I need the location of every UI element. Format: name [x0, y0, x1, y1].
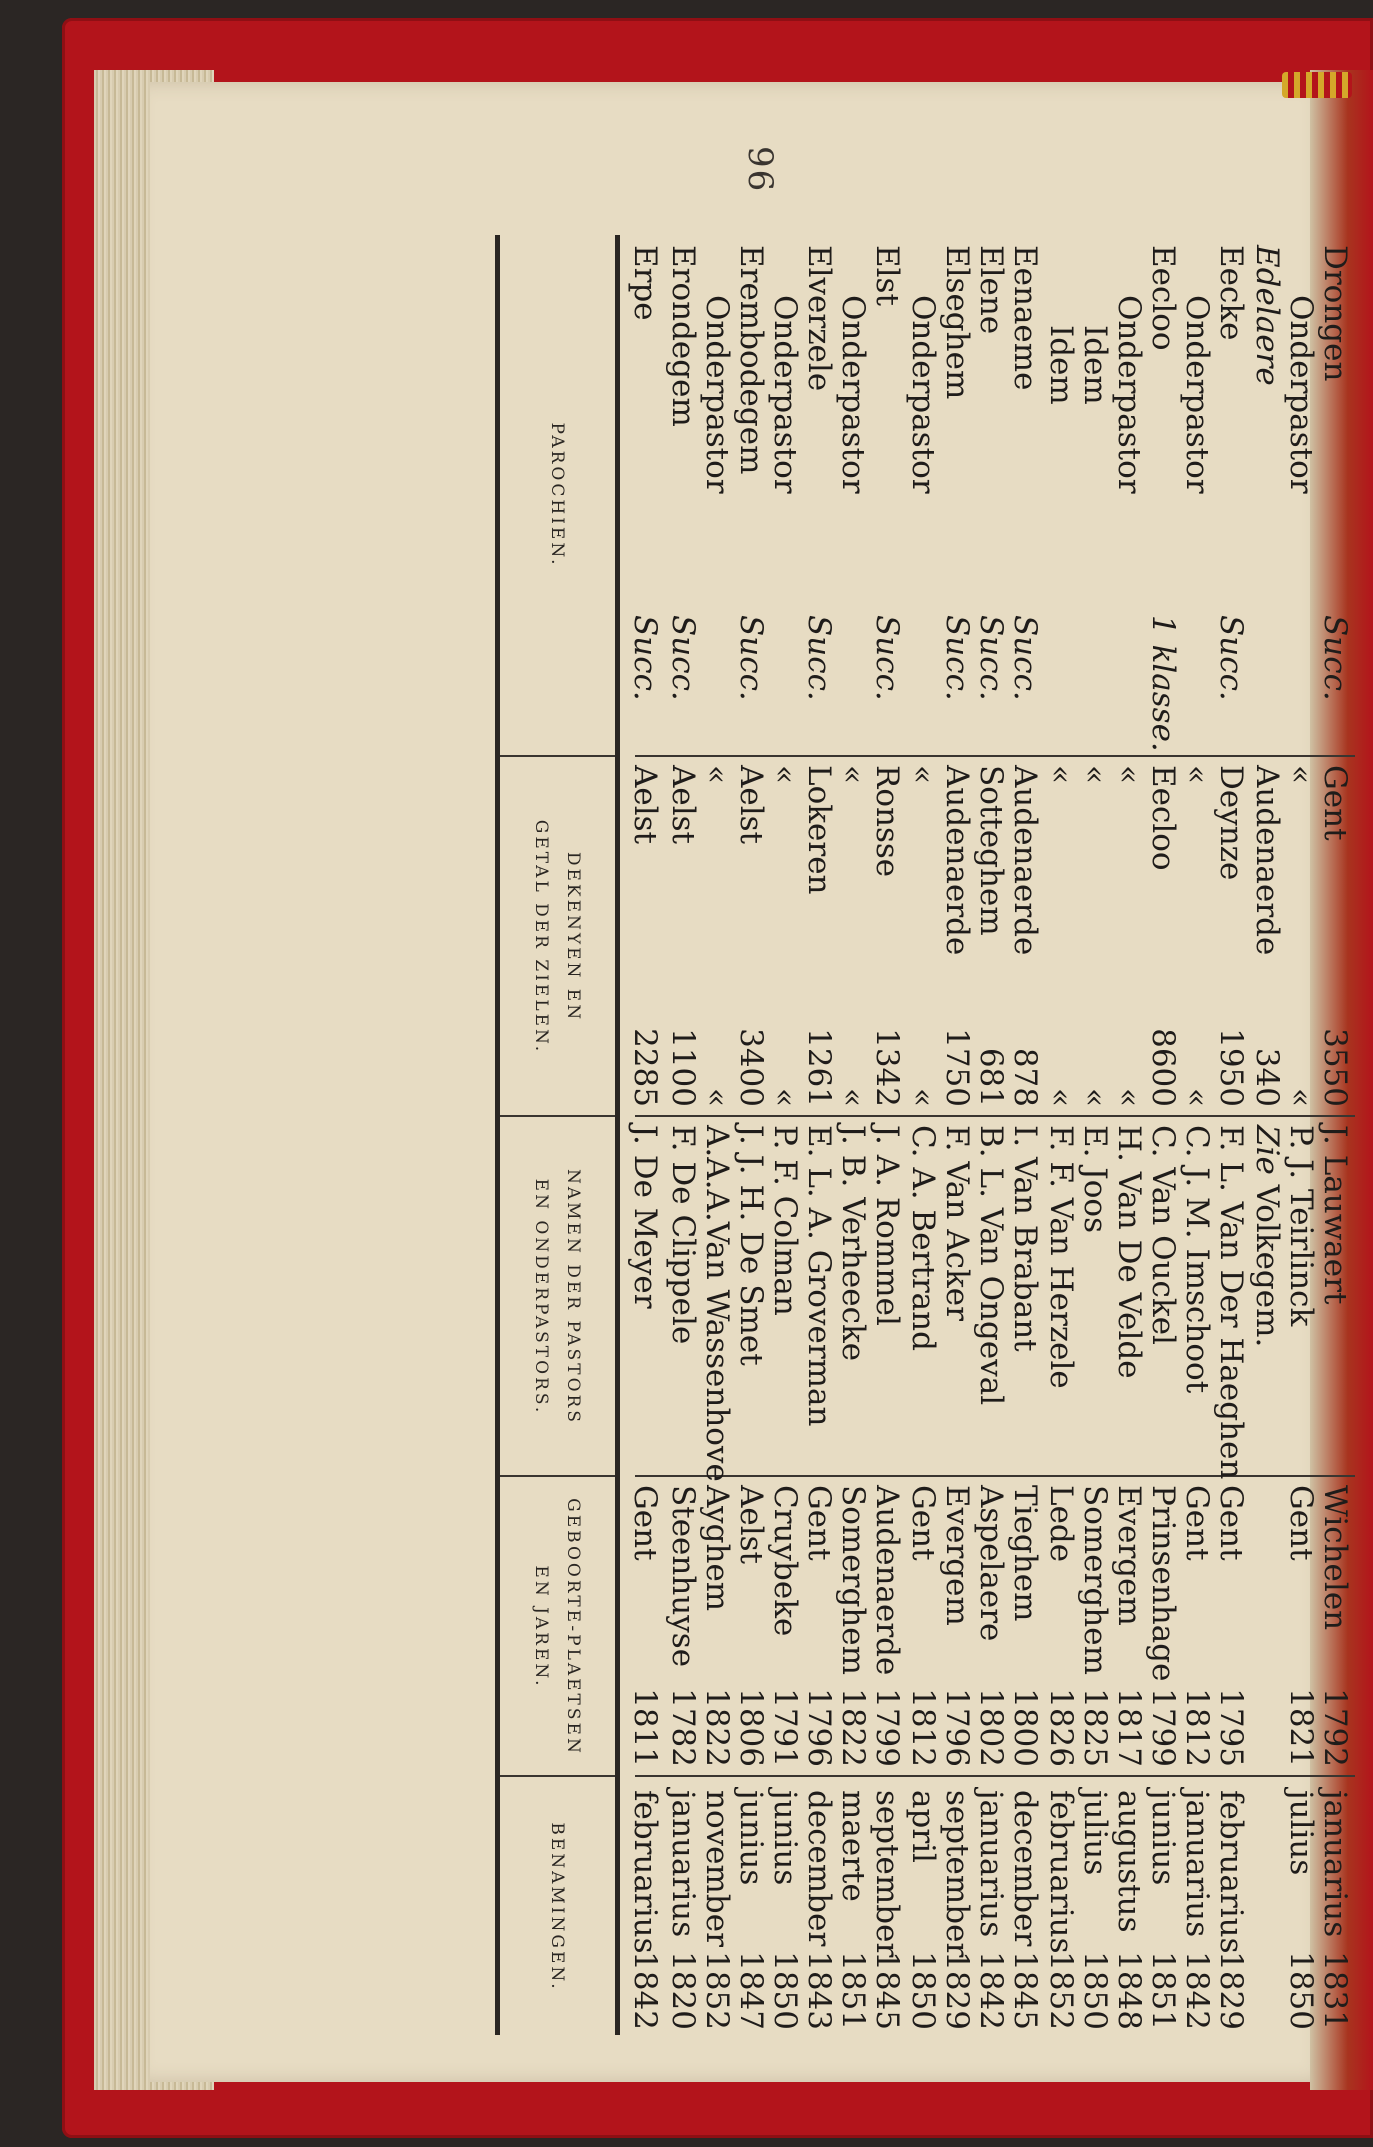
table-row	[1005, 235, 1045, 2035]
cell-month: februarius	[1043, 1790, 1079, 1954]
cell-parish: Elst	[869, 245, 905, 306]
cell-pyear: 1792	[1317, 1688, 1353, 1767]
cell-souls: 1950	[1213, 1028, 1249, 1107]
cell-deanery: Deynze	[1213, 765, 1249, 881]
cell-name: C. A. Bertrand	[905, 1125, 941, 1351]
table-row	[1211, 235, 1251, 2035]
cell-parish: Onderpastor	[835, 295, 871, 494]
cell-parish: Idem	[1043, 325, 1079, 405]
cell-month: september	[869, 1790, 905, 1958]
table-row	[937, 235, 977, 2035]
header-parochien-text: PAROCHIEN.	[547, 422, 568, 568]
cell-place: Ayghem	[699, 1485, 735, 1612]
cell-parish: Eecloo	[1145, 245, 1181, 351]
cell-byear: 1850	[905, 1951, 941, 2030]
cell-deanery: Ronsse	[869, 765, 905, 878]
cell-name: J. B. Verheecke	[835, 1125, 871, 1362]
table-row	[1109, 235, 1149, 2035]
table-row	[765, 235, 805, 2035]
cell-byear: 1845	[1007, 1951, 1043, 2030]
cell-byear: 1842	[973, 1951, 1009, 2030]
cell-souls: 1261	[801, 1028, 837, 1107]
cell-note: Succ.	[801, 615, 837, 701]
table-header	[495, 235, 620, 2035]
header-namen-line1: NAMEN DER PASTORS	[563, 1168, 584, 1425]
cell-name: F. De Clippele	[665, 1125, 701, 1345]
cell-deanery: Aelst	[627, 765, 663, 845]
cell-note: Succ.	[1317, 615, 1353, 701]
cell-pyear: 1821	[1283, 1688, 1319, 1767]
table-row	[697, 235, 737, 2035]
cell-byear: 1850	[1283, 1951, 1319, 2030]
cell-place: Aelst	[733, 1485, 769, 1565]
cell-name: H. Van De Velde	[1111, 1125, 1147, 1379]
cell-souls: 3400	[733, 1028, 769, 1107]
cell-month: julius	[1077, 1790, 1113, 1876]
table-row	[1247, 235, 1287, 2035]
header-benamingen-text: BENAMINGEN.	[547, 1822, 568, 1992]
cell-pyear: 1796	[939, 1688, 975, 1767]
table-row	[1281, 235, 1321, 2035]
cell-souls: 1342	[869, 1028, 905, 1107]
cell-deanery: Eecloo	[1145, 765, 1181, 871]
cell-month: januarius	[665, 1790, 701, 1938]
cell-byear: 1847	[733, 1951, 769, 2030]
cell-deanery: «	[767, 765, 803, 784]
cell-deanery: «	[1077, 765, 1113, 784]
cell-month: maerte	[835, 1790, 871, 1902]
cell-month: junius	[767, 1790, 803, 1886]
cell-parish: Eecke	[1213, 245, 1249, 341]
cell-month: december	[1007, 1790, 1043, 1947]
cell-parish: Onderpastor	[699, 295, 735, 494]
table-row	[1075, 235, 1115, 2035]
cell-pyear: 1800	[1007, 1688, 1043, 1767]
cell-name: B. L. Van Ongeval	[973, 1125, 1009, 1406]
table-row	[867, 235, 907, 2035]
cell-month: januarius	[1179, 1790, 1215, 1938]
cell-place: Gent	[905, 1485, 941, 1561]
cell-note: Succ.	[733, 615, 769, 701]
cell-pyear: 1802	[973, 1688, 1009, 1767]
cell-deanery: Audenaerde	[1007, 765, 1043, 956]
page-number: 96	[740, 146, 780, 194]
cell-place: Gent	[1283, 1485, 1319, 1561]
cell-place: Cruybeke	[767, 1485, 803, 1637]
cell-souls: 340	[1249, 1047, 1285, 1107]
cell-month: november	[699, 1790, 735, 1947]
cell-month: september	[939, 1790, 975, 1958]
cell-place: Wichelen	[1317, 1485, 1353, 1631]
cell-name: E. L. A. Groverman	[801, 1125, 837, 1427]
cell-parish: Drongen	[1317, 245, 1353, 382]
cell-place: Evergem	[1111, 1485, 1147, 1626]
cell-pyear: 1812	[1179, 1688, 1215, 1767]
cell-parish: Onderpastor	[1283, 295, 1319, 494]
cell-deanery: Aelst	[733, 765, 769, 845]
cell-pyear: 1822	[699, 1688, 735, 1767]
header-namen	[500, 1115, 615, 1477]
header-geboorte	[500, 1475, 615, 1777]
cell-byear: 1831	[1317, 1951, 1353, 2030]
cell-place: Audenaerde	[869, 1485, 905, 1676]
cell-pyear: 1791	[767, 1688, 803, 1767]
cell-name: J. J. H. De Smet	[733, 1125, 769, 1366]
cell-pyear: 1806	[733, 1688, 769, 1767]
cell-byear: 1829	[939, 1951, 975, 2030]
cell-byear: 1850	[1077, 1951, 1113, 2030]
cell-parish: Idem	[1077, 325, 1113, 405]
table-row	[1315, 235, 1355, 2035]
cell-parish: Elene	[973, 245, 1009, 335]
cell-souls: 8600	[1145, 1028, 1181, 1107]
cell-note: Succ.	[627, 615, 663, 701]
table-row	[799, 235, 839, 2035]
table-row	[833, 235, 873, 2035]
cell-deanery: «	[905, 765, 941, 784]
cell-byear: 1843	[801, 1951, 837, 2030]
cell-parish: Elseghem	[939, 245, 975, 400]
cell-parish: Onderpastor	[767, 295, 803, 494]
header-namen-line2: EN ONDERPASTORS.	[531, 1178, 552, 1416]
cell-pyear: 1811	[627, 1688, 663, 1767]
cell-place: Gent	[801, 1485, 837, 1561]
cell-name: F. Van Acker	[939, 1125, 975, 1321]
cell-pyear: 1799	[869, 1688, 905, 1767]
cell-place: Gent	[1213, 1485, 1249, 1561]
cell-souls: 1750	[939, 1028, 975, 1107]
cell-place: Tieghem	[1007, 1485, 1043, 1622]
cell-name: Zie Volkegem.	[1249, 1125, 1285, 1348]
cell-souls: «	[1111, 1088, 1147, 1107]
cell-place: Evergem	[939, 1485, 975, 1626]
cell-parish: Onderpastor	[1179, 295, 1215, 494]
cell-byear: 1852	[699, 1951, 735, 2030]
cell-note: Succ.	[665, 615, 701, 701]
cell-month: februarius	[627, 1790, 663, 1954]
table-row	[971, 235, 1011, 2035]
cell-month: augustus	[1111, 1790, 1147, 1933]
cell-parish: Erpe	[627, 245, 663, 321]
table-row	[731, 235, 771, 2035]
cell-souls: 878	[1007, 1047, 1043, 1107]
cell-pyear: 1822	[835, 1688, 871, 1767]
cell-pyear: 1826	[1043, 1688, 1079, 1767]
cell-byear: 1845	[869, 1951, 905, 2030]
cell-name: I. Van Brabant	[1007, 1125, 1043, 1352]
cell-byear: 1842	[627, 1951, 663, 2030]
table-row	[1177, 235, 1217, 2035]
cell-place: Gent	[1179, 1485, 1215, 1561]
cell-name: C. J. M. Imschoot	[1179, 1125, 1215, 1394]
cell-parish: Erondegem	[665, 245, 701, 427]
cell-byear: 1820	[665, 1951, 701, 2030]
cell-byear: 1829	[1213, 1951, 1249, 2030]
cell-souls: «	[767, 1088, 803, 1107]
cell-deanery: Gent	[1317, 765, 1353, 841]
table-row	[625, 235, 665, 2035]
cell-name: P. F. Colman	[767, 1125, 803, 1316]
ribbon-marker	[1282, 72, 1352, 98]
cell-month: februarius	[1213, 1790, 1249, 1954]
table-row	[1143, 235, 1183, 2035]
cell-byear: 1851	[835, 1951, 871, 2030]
header-benamingen	[500, 1775, 615, 2037]
header-geboorte-line1: GEBOORTE-PLAETSEN	[563, 1498, 584, 1756]
cell-name: P. J. Teirlinck	[1283, 1125, 1319, 1327]
cell-byear: 1842	[1179, 1951, 1215, 2030]
cell-souls: «	[1077, 1088, 1113, 1107]
cell-pyear: 1812	[905, 1688, 941, 1767]
cell-parish: Eenaeme	[1007, 245, 1043, 391]
cell-month: julius	[1283, 1790, 1319, 1876]
cell-byear: 1852	[1043, 1951, 1079, 2030]
cell-deanery: Aelst	[665, 765, 701, 845]
cell-deanery: «	[1179, 765, 1215, 784]
table-row	[663, 235, 703, 2035]
cell-month: januarius	[1317, 1790, 1353, 1938]
cell-parish: Onderpastor	[905, 295, 941, 494]
cell-deanery: «	[1111, 765, 1147, 784]
cell-note: Succ.	[973, 615, 1009, 701]
cell-parish: Edelaere	[1249, 245, 1285, 386]
header-geboorte-line2: EN JAREN.	[531, 1565, 552, 1689]
cell-souls: «	[1179, 1088, 1215, 1107]
cell-name: E. Joos	[1077, 1125, 1113, 1234]
cell-deanery: «	[835, 765, 871, 784]
cell-souls: «	[1283, 1088, 1319, 1107]
cell-name: F. L. Van Der Haeghen	[1213, 1125, 1249, 1480]
cell-souls: «	[699, 1088, 735, 1107]
cell-month: april	[905, 1790, 941, 1863]
cell-month: december	[801, 1790, 837, 1947]
cell-place: Prinsenhage	[1145, 1485, 1181, 1682]
cell-place: Aspelaere	[973, 1485, 1009, 1642]
cell-byear: 1850	[767, 1951, 803, 2030]
header-parochien	[500, 235, 615, 755]
cell-deanery: Lokeren	[801, 765, 837, 895]
cell-souls: «	[835, 1088, 871, 1107]
cell-deanery: Audenaerde	[1249, 765, 1285, 956]
cell-deanery: Sotteghem	[973, 765, 1009, 936]
cell-name: J. A. Rommel	[869, 1125, 905, 1326]
cell-souls: 1100	[665, 1028, 701, 1107]
cell-souls: «	[905, 1088, 941, 1107]
cell-note: 1 klasse.	[1145, 615, 1181, 752]
cell-place: Somerghem	[1077, 1485, 1113, 1676]
cell-byear: 1851	[1145, 1951, 1181, 2030]
cell-byear: 1848	[1111, 1951, 1147, 2030]
cell-pyear: 1799	[1145, 1688, 1181, 1767]
cell-pyear: 1795	[1213, 1688, 1249, 1767]
cell-parish: Onderpastor	[1111, 295, 1147, 494]
cell-souls: 2285	[627, 1028, 663, 1107]
header-dekenyen-line2: GETAL DER ZIELEN.	[531, 819, 552, 1055]
cell-note: Succ.	[1213, 615, 1249, 701]
cell-deanery: «	[1283, 765, 1319, 784]
cell-parish: Elverzele	[801, 245, 837, 392]
cell-month: januarius	[973, 1790, 1009, 1938]
cell-pyear: 1825	[1077, 1688, 1113, 1767]
table-row	[903, 235, 943, 2035]
cell-note: Succ.	[869, 615, 905, 701]
cell-pyear: 1796	[801, 1688, 837, 1767]
header-dekenyen-line1: DEKENYEN EN	[563, 851, 584, 1023]
cell-parish: Erembodegem	[733, 245, 769, 475]
cell-name: A.A.A.Van Wassenhove	[699, 1125, 735, 1482]
cell-deanery: «	[1043, 765, 1079, 784]
cell-deanery: «	[699, 765, 735, 784]
cell-place: Gent	[627, 1485, 663, 1561]
cell-pyear: 1817	[1111, 1688, 1147, 1767]
cell-pyear: 1782	[665, 1688, 701, 1767]
parish-table	[305, 235, 1355, 2115]
cell-name-zie: Zie	[1249, 1125, 1285, 1175]
cell-month: junius	[1145, 1790, 1181, 1886]
cell-name: J. De Meyer	[627, 1125, 663, 1309]
cell-month: junius	[733, 1790, 769, 1886]
cell-deanery: Audenaerde	[939, 765, 975, 956]
cell-souls: 681	[973, 1047, 1009, 1107]
cell-note: Succ.	[939, 615, 975, 701]
table-body	[627, 235, 1355, 2035]
cell-note: Succ.	[1007, 615, 1043, 701]
cell-place: Somerghem	[835, 1485, 871, 1676]
cell-name: C. Van Ouckel	[1145, 1125, 1181, 1345]
cell-name: J. Lauwaert	[1317, 1125, 1353, 1305]
table-row	[1041, 235, 1081, 2035]
cell-souls: «	[1043, 1088, 1079, 1107]
cell-place: Lede	[1043, 1485, 1079, 1563]
cell-souls: 3550	[1317, 1028, 1353, 1107]
cell-name: F. F. Van Herzele	[1043, 1125, 1079, 1389]
cell-place: Steenhuyse	[665, 1485, 701, 1668]
header-dekenyen	[500, 755, 615, 1117]
